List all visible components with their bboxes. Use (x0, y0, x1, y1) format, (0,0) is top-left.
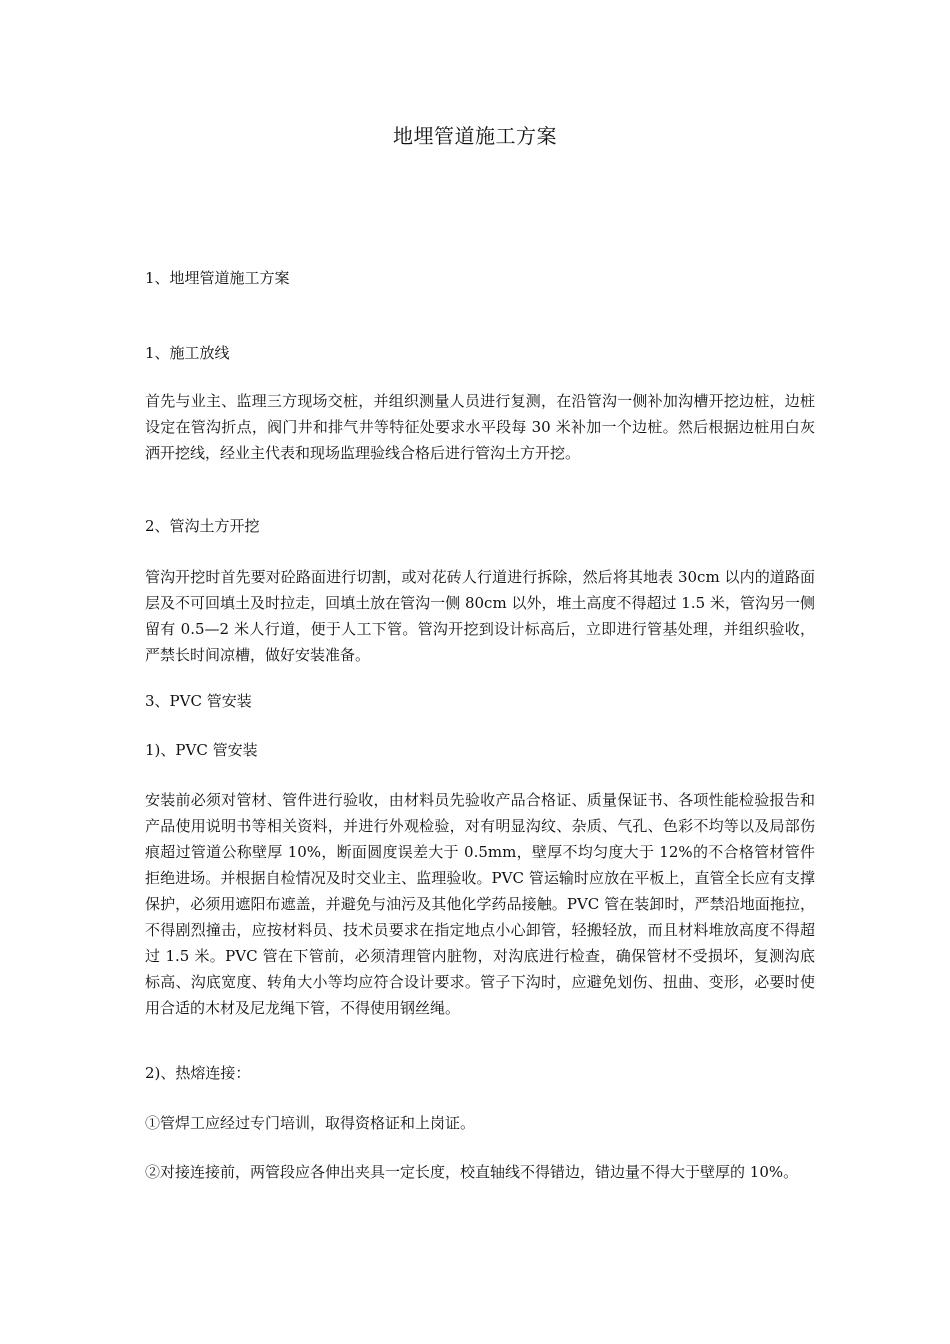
list-item-welder-training: ①管焊工应经过专门培训，取得资格证和上岗证。 (145, 1114, 476, 1132)
heading-construction-layout: 1、施工放线 (145, 344, 230, 362)
document-title: 地埋管道施工方案 (393, 124, 557, 148)
paragraph-construction-layout: 首先与业主、监理三方现场交桩，并组织测量人员进行复测，在沿管沟一侧补加沟槽开挖边桩，边桩设定在管沟折点，阀门井和排气井等特征处要求水平段每 30 米补加一个边桩。然后根据边桩用白灰洒开挖线，经业主代表和现场监理验线合格后进行管沟土方开挖。 (145, 392, 815, 462)
heading-trench-excavation: 2、管沟土方开挖 (145, 517, 260, 535)
paragraph-trench-excavation: 管沟开挖时首先要对砼路面进行切割，或对花砖人行道进行拆除，然后将其地表 30cm 以内的道路面层及不可回填土及时拉走，回填土放在管沟一侧 80cm 以外，堆土高度不得超过 1.5 米，管沟另一侧留有 0.5—2 米人行道，便于人工下管。管沟开挖到设计标高后，立即进行管基处理，并组织验收，严禁长时间凉槽，做好安装准备。 (145, 568, 815, 664)
section-heading: 1、地埋管道施工方案 (145, 269, 290, 287)
list-item-butt-joint: ②对接连接前，两管段应各伸出夹具一定长度，校直轴线不得错边，错边量不得大于壁厚的 10%。 (145, 1163, 799, 1181)
paragraph-pvc-installation: 安装前必须对管材、管件进行验收，由材料员先验收产品合格证、质量保证书、各项性能检验报告和产品使用说明书等相关资料，并进行外观检验，对有明显沟纹、杂质、气孔、色彩不均等以及局部伤痕超过管道公称壁厚 10%，断面圆度误差大于 0.5mm，壁厚不均匀度大于 12%的不合格管材管件拒绝进场。并根据自检情况及时交业主、监理验收。PVC 管运输时应放在平板上，直管全长应有支撑保护，必须用遮阳布遮盖，并避免与油污及其他化学药品接触。PVC 管在装卸时，严禁沿地面拖拉，不得剧烈撞击，应按材料员、技术员要求在指定地点小心卸管，轻搬轻放，而且材料堆放高度不得超过 1.5 米。PVC 管在下管前，必须清理管内脏物，对沟底进行检查，确保管材不受损坏，复测沟底标高、沟底宽度、转角大小等均应符合设计要求。管子下沟时，应避免划伤、扭曲、变形，必要时使用合适的木材及尼龙绳下管，不得使用钢丝绳。 (145, 791, 815, 1017)
heading-pvc-installation: 3、PVC 管安装 (145, 692, 252, 710)
subheading-pvc-installation: 1)、PVC 管安装 (145, 741, 258, 759)
subheading-hot-melt-connection: 2)、热熔连接： (145, 1064, 251, 1082)
